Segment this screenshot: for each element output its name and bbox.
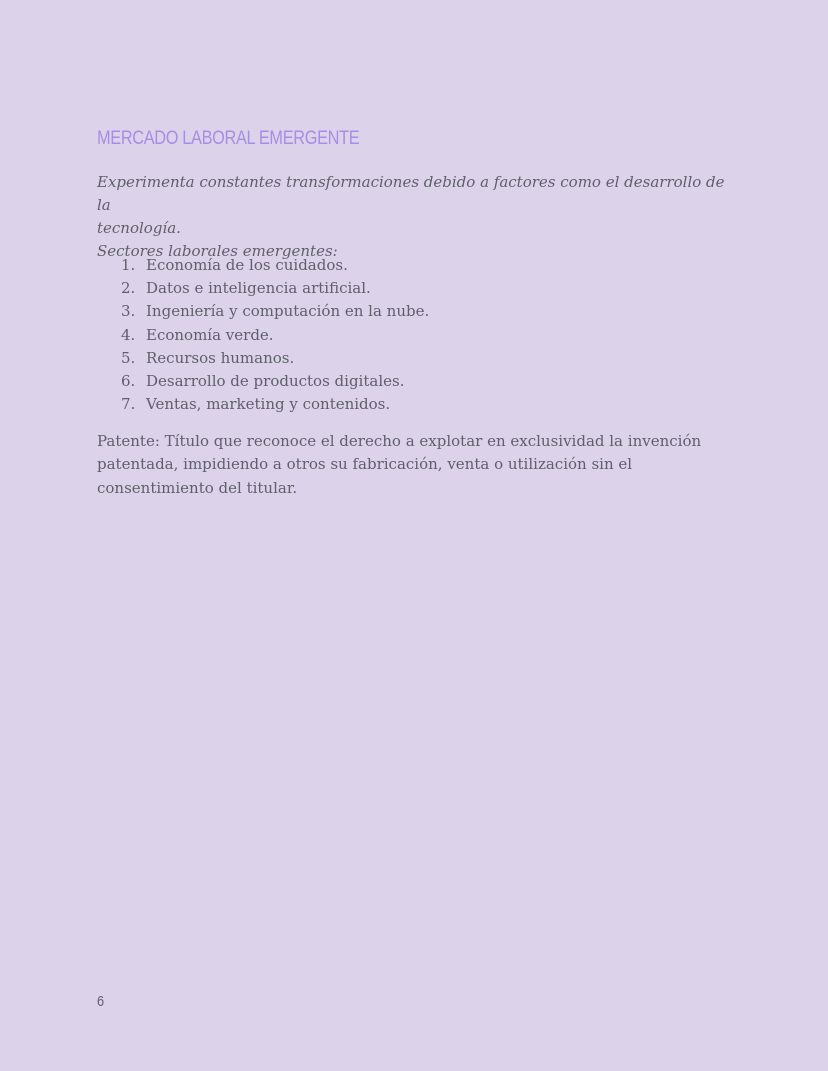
intro-line: tecnología. bbox=[97, 219, 181, 237]
list-item bbox=[97, 277, 737, 300]
list-number: 2. bbox=[121, 279, 136, 298]
intro-subheading: Sectores laborales emergentes: bbox=[97, 242, 338, 260]
list-item-text: Ventas, marketing y contenidos. bbox=[146, 395, 391, 414]
list-number: 5. bbox=[121, 348, 136, 367]
list-item-text: Desarrollo de productos digitales. bbox=[146, 372, 405, 391]
list-item bbox=[97, 300, 737, 323]
list-number: 3. bbox=[121, 302, 136, 321]
list-item-text: Ingeniería y computación en la nube. bbox=[146, 302, 430, 321]
list-item bbox=[97, 393, 737, 416]
intro-line: Experimenta constantes transformaciones debido a factores como el desarrollo de la bbox=[97, 173, 725, 214]
patent-paragraph: Patente: Título que reconoce el derecho a explotar en exclusividad la invención patentada, impidiendo a otros su fabricación, venta o utilización sin el consentimiento del titular. bbox=[97, 432, 702, 497]
list-item bbox=[97, 370, 737, 393]
page-number: 6 bbox=[97, 993, 105, 1010]
list-item bbox=[97, 324, 737, 347]
list-item-text: Economía de los cuidados. bbox=[146, 256, 348, 274]
list-item-text: Economía verde. bbox=[146, 325, 274, 344]
intro-text bbox=[97, 171, 737, 263]
section-title: MERCADO LABORAL EMERGENTE bbox=[97, 128, 360, 149]
list-number: 4. bbox=[121, 325, 136, 344]
list-number: 1. bbox=[121, 256, 136, 274]
emerging-sectors-list bbox=[97, 254, 737, 416]
list-number: 6. bbox=[121, 372, 136, 391]
list-item bbox=[97, 254, 737, 277]
list-item-text: Recursos humanos. bbox=[146, 348, 295, 367]
list-item-text: Datos e inteligencia artificial. bbox=[146, 279, 371, 298]
list-number: 7. bbox=[121, 395, 136, 414]
list-item bbox=[97, 347, 737, 370]
